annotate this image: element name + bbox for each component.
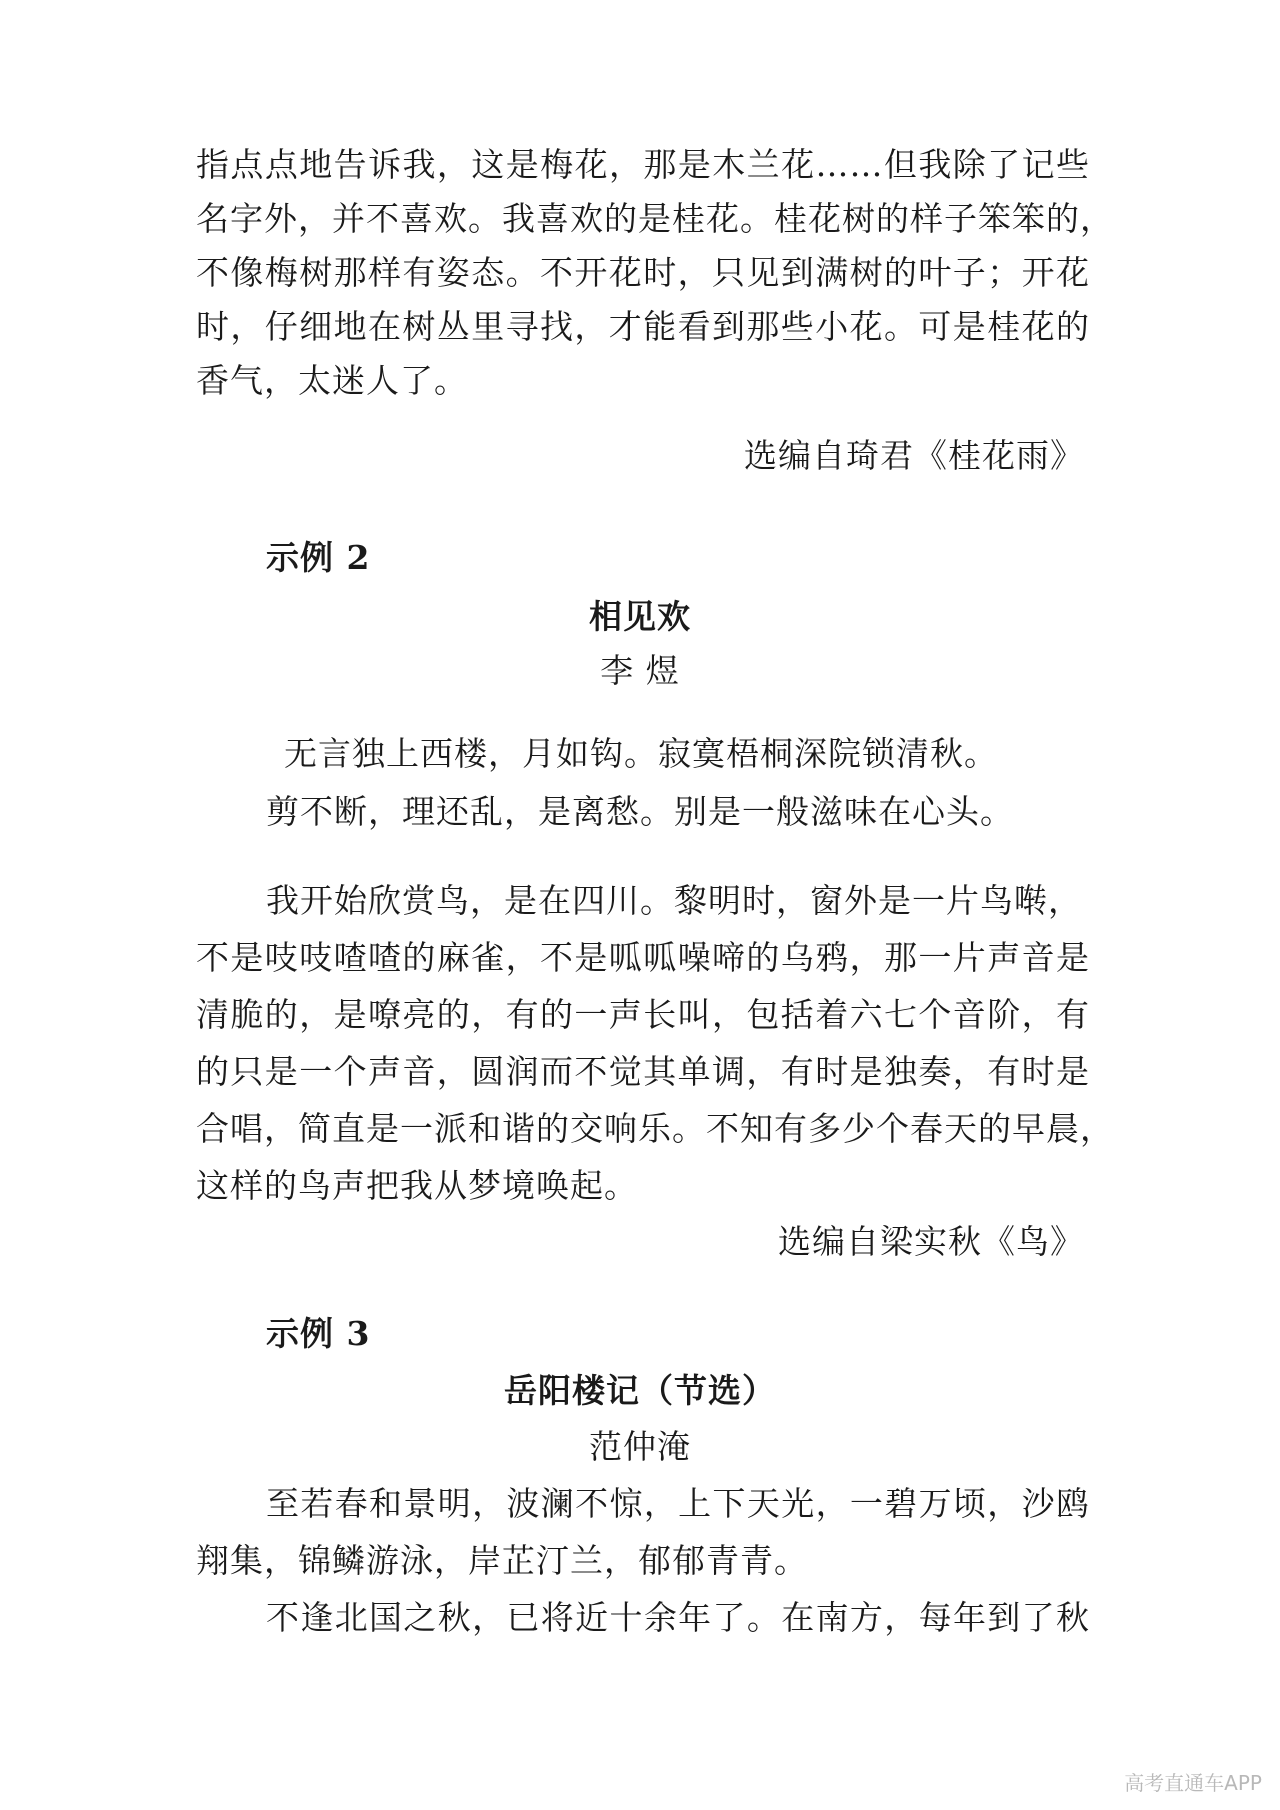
example3-title: 岳阳楼记（节选） [504,1371,776,1410]
passage1-line: 名字外，并不喜欢。我喜欢的是桂花。桂花树的样子笨笨的， [196,199,1114,238]
passage1-line: 时，仔细地在树丛里寻找，才能看到那些小花。可是桂花的 [196,307,1090,346]
passage1-line: 香气，太迷人了。 [196,361,468,400]
example3-author: 范仲淹 [589,1427,691,1466]
passage1-line: 指点点地告诉我，这是梅花，那是木兰花……但我除了记些 [196,145,1090,184]
example2-source: 选编自梁实秋《鸟》 [778,1222,1084,1261]
example2-prose-line: 清脆的，是嘹亮的，有的一声长叫，包括着六七个音阶，有 [196,995,1090,1034]
example2-author: 李 煜 [600,651,680,690]
example2-prose-line: 合唱，简直是一派和谐的交响乐。不知有多少个春天的早晨， [196,1109,1114,1148]
example2-title: 相见欢 [589,597,691,636]
passage1-line: 不像梅树那样有姿态。不开花时，只见到满树的叶子；开花 [196,253,1090,292]
poem-line: 无言独上西楼，月如钩。寂寞梧桐深院锁清秋。 [284,734,998,773]
watermark: 高考直通车APP [1124,1771,1262,1795]
example2-prose-line: 我开始欣赏鸟，是在四川。黎明时，窗外是一片鸟啭， [266,881,1082,920]
example3-prose-line: 翔集，锦鳞游泳，岸芷汀兰，郁郁青青。 [196,1541,808,1580]
passage1-source: 选编自琦君《桂花雨》 [744,436,1084,475]
example2-prose-line: 这样的鸟声把我从梦境唤起。 [196,1166,638,1205]
example2-label: 示例 2 [266,538,371,577]
example2-prose-line: 不是吱吱喳喳的麻雀，不是呱呱噪啼的乌鸦，那一片声音是 [196,938,1090,977]
example3-label: 示例 3 [266,1314,371,1353]
poem-line: 剪不断，理还乱，是离愁。别是一般滋味在心头。 [266,792,1014,831]
example2-prose-line: 的只是一个声音，圆润而不觉其单调，有时是独奏，有时是 [196,1052,1090,1091]
example3-prose-line: 至若春和景明，波澜不惊，上下天光，一碧万顷，沙鸥 [266,1484,1090,1523]
example3-prose-line: 不逢北国之秋，已将近十余年了。在南方，每年到了秋 [266,1598,1090,1637]
